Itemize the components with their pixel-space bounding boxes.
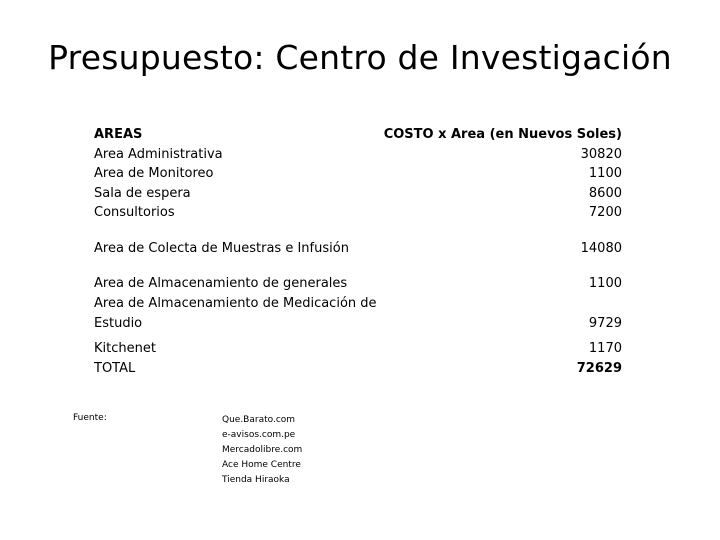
source-item: e-avisos.com.pe	[222, 430, 296, 440]
row-label: Area de Almacenamiento de generales	[94, 276, 348, 291]
table-row	[94, 239, 622, 259]
table-row	[94, 184, 622, 204]
page-title: Presupuesto: Centro de Investigación	[48, 38, 672, 77]
row-value: 14080	[580, 241, 622, 256]
total-value: 72629	[576, 361, 622, 376]
source-item: Tienda Hiraoka	[222, 475, 290, 485]
fuente-label: Fuente:	[73, 413, 107, 423]
row-value: 1170	[588, 341, 622, 356]
table-row	[94, 339, 622, 359]
table-row	[94, 203, 622, 223]
row-value: 1100	[588, 166, 622, 181]
table-row	[94, 145, 622, 165]
row-value: 1100	[588, 276, 622, 291]
row-value: 8600	[588, 186, 622, 201]
row-value: 7200	[588, 205, 622, 220]
sources-list	[222, 413, 302, 488]
table-row	[94, 294, 622, 334]
table-header	[94, 125, 622, 145]
row-label: Area de Almacenamiento de Medicación de Estudio	[94, 296, 377, 331]
header-cost: COSTO x Area (en Nuevos Soles)	[383, 127, 622, 142]
source-item: Ace Home Centre	[222, 460, 301, 470]
source-item: Mercadolibre.com	[222, 445, 303, 455]
row-label: Consultorios	[94, 205, 175, 220]
row-label: Kitchenet	[94, 341, 156, 356]
table-row	[94, 164, 622, 184]
row-label: Sala de espera	[94, 186, 191, 201]
row-value: 30820	[580, 147, 622, 162]
source-item: Que.Barato.com	[222, 415, 296, 425]
total-label: TOTAL	[94, 361, 136, 376]
row-label: Area Administrativa	[94, 147, 223, 162]
row-label: Area de Colecta de Muestras e Infusión	[94, 241, 349, 256]
header-areas: AREAS	[94, 127, 143, 142]
total-row	[94, 359, 622, 379]
row-value: 9729	[588, 316, 622, 331]
table-row	[94, 274, 622, 294]
row-label: Area de Monitoreo	[94, 166, 214, 181]
